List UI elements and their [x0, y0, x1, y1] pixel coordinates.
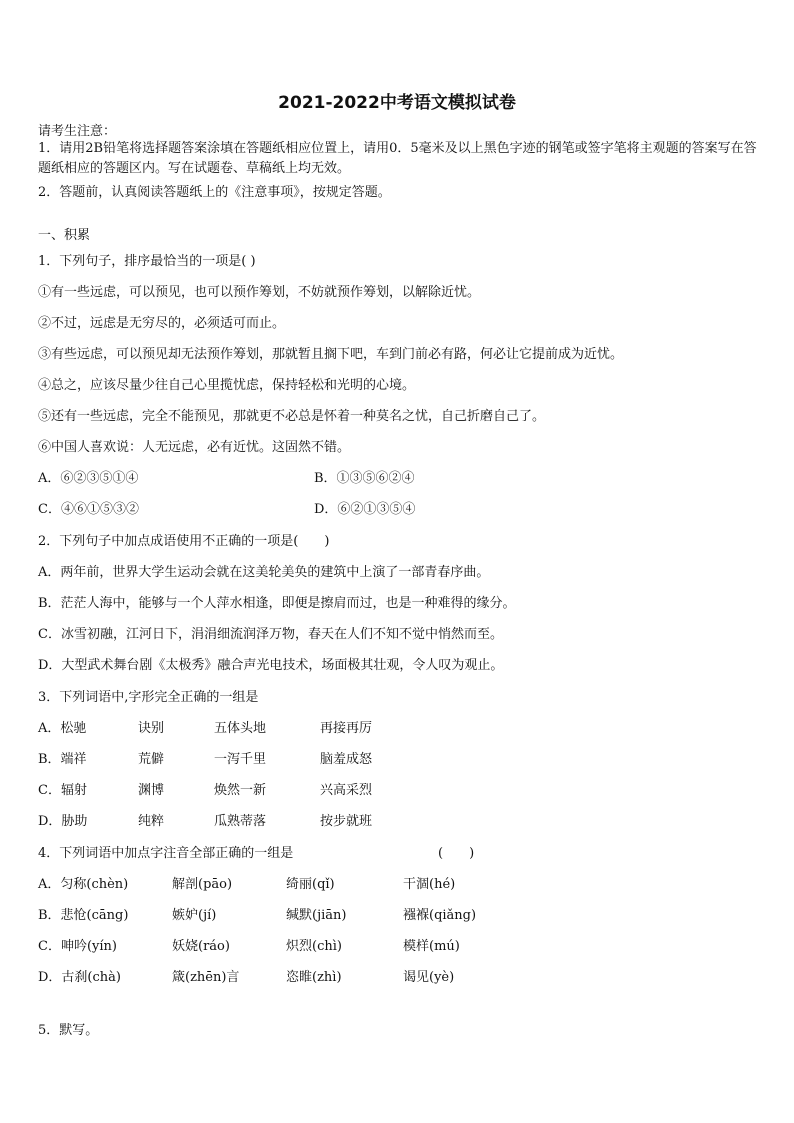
- q4-b-1: B．悲怆(cāng): [38, 908, 129, 923]
- q4-d-2: 箴(zhēn)言: [172, 970, 240, 985]
- q2-option-d: D．大型武术舞台剧《太极秀》融合声光电技术，场面极其壮观，令人叹为观止。: [38, 658, 504, 673]
- q4-c-4: 模样(mú): [403, 939, 460, 954]
- q1-sentence-3: ③有些远虑，可以预见却无法预作筹划，那就暂且搁下吧，车到门前必有路，何必让它提前成为近忧。: [38, 347, 624, 362]
- q1-sentence-2: ②不过，远虑是无穷尽的，必须适可而止。: [38, 316, 286, 331]
- section-heading: 一、积累: [38, 228, 91, 243]
- q4-b-2: 嫉妒(jí): [172, 908, 217, 923]
- q4-a-3: 绮丽(qǐ): [286, 877, 335, 892]
- q3-b-2: 荒僻: [138, 752, 165, 767]
- q2-option-b: B．茫茫人海中，能够与一个人萍水相逢，即便是擦肩而过，也是一种难得的缘分。: [38, 596, 516, 611]
- q3-b-1: B．端祥: [38, 752, 87, 767]
- q3-d-1: D．胁助: [38, 814, 88, 829]
- q3-stem: 3．下列词语中,字形完全正确的一组是: [38, 690, 259, 705]
- q3-b-4: 脑羞成怒: [320, 752, 373, 767]
- q4-c-3: 炽烈(chì): [286, 939, 342, 954]
- q4-d-3: 恣睢(zhì): [286, 970, 342, 985]
- q4-b-4: 襁褓(qiǎng): [403, 908, 477, 923]
- q1-option-a: A．⑥②③⑤①④: [38, 471, 139, 486]
- q3-d-2: 纯粹: [138, 814, 165, 829]
- q4-b-3: 缄默(jiān): [286, 908, 347, 923]
- q5-stem: 5．默写。: [38, 1023, 99, 1038]
- q4-d-1: D．古刹(chà): [38, 970, 121, 985]
- q3-b-3: 一泻千里: [214, 752, 267, 767]
- page-title: 2021-2022中考语文模拟试卷: [278, 93, 516, 113]
- q4-a-2: 解剖(pāo): [172, 877, 233, 892]
- q3-d-4: 按步就班: [320, 814, 373, 829]
- q3-a-2: 诀别: [138, 721, 165, 736]
- notice-heading: 请考生注意：: [38, 124, 117, 139]
- q1-stem: 1．下列句子，排序最恰当的一项是( ): [38, 254, 256, 269]
- q4-answer-paren: ( ): [438, 846, 475, 861]
- q3-d-3: 瓜熟蒂落: [214, 814, 267, 829]
- notice-item-2: 2．答题前，认真阅读答题纸上的《注意事项》，按规定答题。: [38, 185, 391, 200]
- q4-c-2: 妖娆(ráo): [172, 939, 230, 954]
- q2-stem: 2．下列句子中加点成语使用不正确的一项是( ): [38, 534, 330, 549]
- q1-sentence-4: ④总之，应该尽量少往自己心里揽忧虑，保持轻松和光明的心境。: [38, 378, 416, 393]
- q4-d-4: 谒见(yè): [403, 970, 455, 985]
- q4-a-1: A．匀称(chèn): [38, 877, 129, 892]
- notice-item-1: 1．请用2B铅笔将选择题答案涂填在答题纸相应位置上，请用0．5毫米及以上黑色字迹的钢笔或签字笔将主观题的答案写在答题纸相应的答题区内。写在试题卷、草稿纸上均无效。: [38, 141, 757, 176]
- q2-option-a: A．两年前，世界大学生运动会就在这美轮美奂的建筑中上演了一部青春序曲。: [38, 565, 490, 580]
- q3-c-3: 焕然一新: [214, 783, 267, 798]
- q4-stem: 4．下列词语中加点字注音全部正确的一组是: [38, 846, 294, 861]
- q3-a-1: A．松驰: [38, 721, 87, 736]
- q1-option-c: C．④⑥①⑤③②: [38, 502, 139, 517]
- q4-a-4: 干涸(hé): [403, 877, 456, 892]
- q1-option-d: D．⑥②①③⑤④: [314, 502, 416, 517]
- q3-c-4: 兴高采烈: [320, 783, 373, 798]
- q3-a-3: 五体头地: [214, 721, 267, 736]
- q3-c-2: 渊博: [138, 783, 165, 798]
- q3-c-1: C．辐射: [38, 783, 87, 798]
- q4-c-1: C．呻吟(yín): [38, 939, 117, 954]
- q1-option-b: B．①③⑤⑥②④: [314, 471, 415, 486]
- q2-option-c: C．冰雪初融，江河日下，涓涓细流润泽万物，春天在人们不知不觉中悄然而至。: [38, 627, 503, 642]
- q1-sentence-6: ⑥中国人喜欢说：人无远虑，必有近忧。这固然不错。: [38, 440, 351, 455]
- q3-a-4: 再接再厉: [320, 721, 373, 736]
- q1-sentence-5: ⑤还有一些远虑，完全不能预见，那就更不必总是怀着一种莫名之忧，自己折磨自己了。: [38, 409, 546, 424]
- q1-sentence-1: ①有一些远虑，可以预见，也可以预作筹划，不妨就预作筹划，以解除近忧。: [38, 285, 481, 300]
